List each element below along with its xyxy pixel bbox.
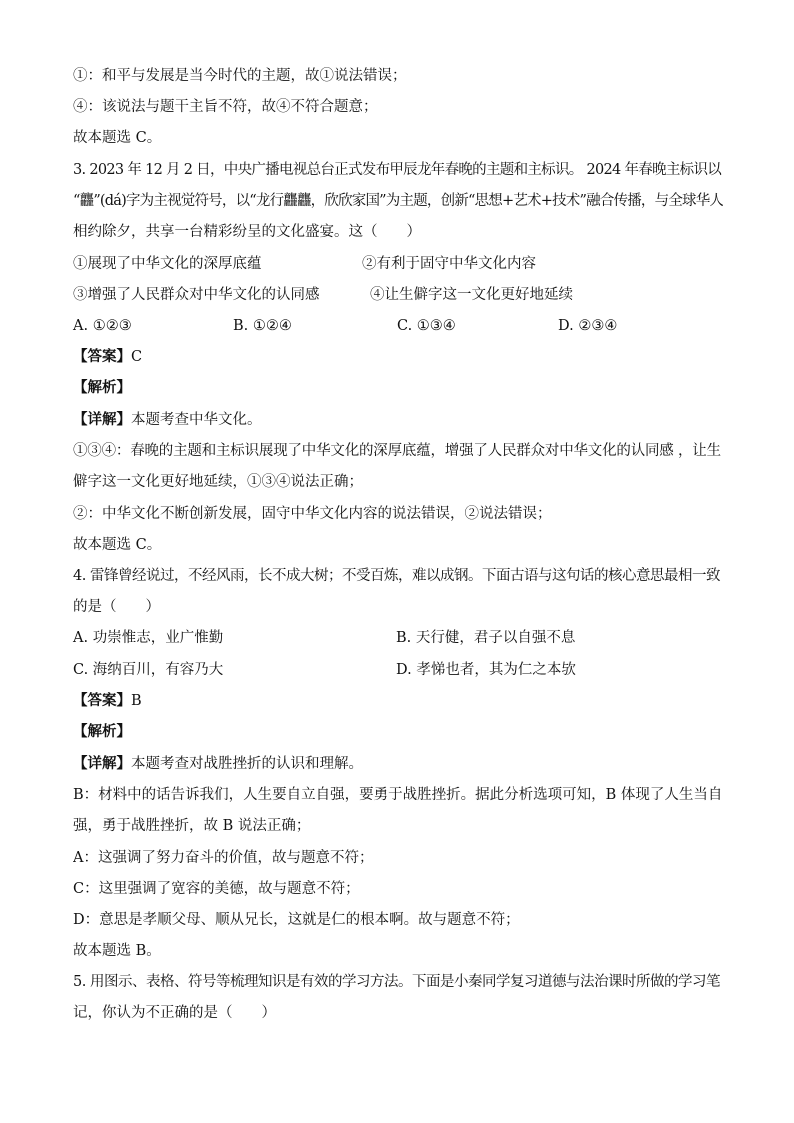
q3-statement-2: ②有利于固守中华文化内容	[362, 256, 536, 272]
q4-option-c: C. 海纳百川，有容乃大	[73, 662, 224, 678]
q4-conclusion: 故本题选 B。	[73, 943, 161, 959]
q3-option-a: A. ①②③	[73, 318, 132, 334]
analysis-tag: 【解析】	[73, 724, 131, 740]
q4-explanation-b-line-2: 强，勇于战胜挫折，故 B 说法正确；	[73, 818, 311, 834]
q3-detail	[73, 410, 723, 430]
q4-detail	[73, 754, 723, 774]
q2-explanation-4: ④：该说法与题干主旨不符，故④不符合题意；	[73, 99, 378, 115]
q3-option-c: C. ①③④	[397, 318, 456, 334]
answer-value: C	[131, 349, 143, 365]
detail-tag: 【详解】	[73, 756, 131, 772]
q3-statement-4: ④让生僻字这一文化更好地延续	[370, 287, 573, 303]
q3-stem-line-1: 3. 2023 年 12 月 2 日，中央广播电视总台正式发布甲辰龙年春晚的主题和主标识。 2024 年春晚主标识以	[73, 162, 722, 178]
q3-stem-line-2: “龘”(dá)字为主视觉符号，以“龙行龘龘，欣欣家国”为主题，创新“思想+艺术+技术”融合传播，与全球华人	[73, 193, 723, 209]
q4-analysis-heading	[73, 722, 723, 742]
q3-explanation-1-line-1: ①③④：春晚的主题和主标识展现了中华文化的深厚底蕴，增强了人民群众对中华文化的认同感 ，让生	[73, 443, 721, 459]
q2-explanation-1: ①：和平与发展是当今时代的主题，故①说法错误；	[73, 68, 407, 84]
q3-option-d: D. ②③④	[558, 318, 618, 334]
q4-stem-line-1: 4. 雷锋曾经说过，不经风雨，长不成大树；不受百炼，难以成钢。下面古语与这句话的核心意思最相一致	[73, 568, 720, 584]
q5-stem-line-2: 记，你认为不正确的是（ ）	[73, 1005, 276, 1021]
q4-option-b: B. 天行健，君子以自强不息	[396, 630, 576, 646]
q3-explanation-2: ②：中华文化不断创新发展，固守中华文化内容的说法错误，②说法错误；	[73, 506, 552, 522]
q3-answer	[73, 347, 723, 367]
q4-option-d: D. 孝悌也者，其为仁之本欤	[396, 662, 576, 678]
q4-explanation-c: C：这里强调了宽容的美德，故与题意不符；	[73, 881, 360, 897]
q3-statement-3: ③增强了人民群众对中华文化的认同感	[73, 287, 320, 303]
q3-option-b: B. ①②④	[233, 318, 292, 334]
q3-conclusion: 故本题选 C。	[73, 537, 162, 553]
detail-tag: 【详解】	[73, 412, 131, 428]
q4-explanation-a: A：这强调了努力奋斗的价值，故与题意不符；	[73, 850, 374, 866]
q4-stem-line-2: 的是（ ）	[73, 599, 160, 615]
q4-option-a: A. 功崇惟志，业广惟勤	[73, 630, 224, 646]
q2-conclusion: 故本题选 C。	[73, 130, 162, 146]
detail-text: 本题考查对战胜挫折的认识和理解。	[131, 756, 363, 772]
q3-explanation-1-line-2: 僻字这一文化更好地延续，①③④说法正确；	[73, 474, 363, 490]
answer-value: B	[131, 693, 142, 709]
answer-tag: 【答案】	[73, 693, 131, 709]
answer-tag: 【答案】	[73, 349, 131, 365]
analysis-tag: 【解析】	[73, 380, 131, 396]
q4-explanation-b-line-1: B：材料中的话告诉我们，人生要自立自强，要勇于战胜挫折。据此分析选项可知，B 体现了人生当自	[73, 787, 723, 803]
q3-stem-line-3: 相约除夕，共享一台精彩纷呈的文化盛宴。这（ ）	[73, 224, 421, 240]
q3-statement-1: ①展现了中华文化的深厚底蕴	[73, 256, 262, 272]
q4-explanation-d: D：意思是孝顺父母、顺从兄长，这就是仁的根本啊。故与题意不符；	[73, 912, 520, 928]
q5-stem-line-1: 5. 用图示、表格、符号等梳理知识是有效的学习方法。下面是小秦同学复习道德与法治课时所做的学习笔	[73, 974, 720, 990]
q4-answer	[73, 691, 723, 711]
detail-text: 本题考查中华文化。	[131, 412, 262, 428]
q3-analysis-heading	[73, 378, 723, 398]
